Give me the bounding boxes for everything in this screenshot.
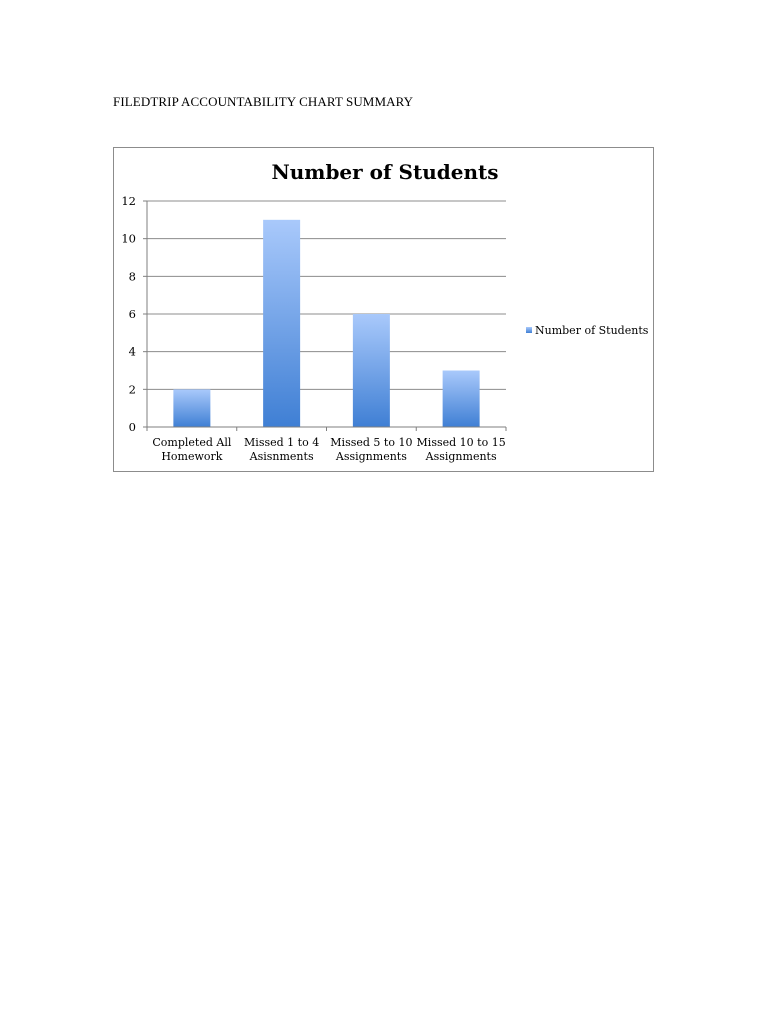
y-tick-label: 10	[121, 231, 136, 246]
x-category-label: Completed All	[152, 436, 232, 449]
chart-title: Number of Students	[271, 160, 499, 184]
bar-1	[173, 389, 210, 427]
bar-4	[443, 371, 480, 428]
y-tick-label: 12	[121, 194, 136, 208]
x-category-label: Assignments	[425, 450, 497, 463]
x-category-label: Missed 1 to 4	[244, 436, 320, 449]
x-category-label: Missed 5 to 10	[330, 436, 413, 449]
x-category-label: Assignments	[335, 450, 407, 463]
chart-canvas	[114, 148, 655, 473]
bar-chart	[113, 147, 654, 472]
y-tick-label: 4	[128, 344, 136, 359]
y-tick-label: 0	[128, 420, 136, 434]
x-axis-category-labels	[152, 436, 505, 463]
y-axis-tick-labels	[121, 194, 136, 434]
bars	[173, 220, 479, 427]
x-category-label: Asisnments	[249, 450, 314, 463]
x-category-label: Homework	[161, 450, 223, 463]
legend-swatch	[526, 327, 532, 333]
bar-2	[263, 220, 300, 427]
document-heading: FILEDTRIP ACCOUNTABILITY CHART SUMMARY	[113, 94, 414, 109]
legend	[526, 324, 649, 337]
x-category-label: Missed 10 to 15	[416, 436, 506, 449]
y-tick-label: 2	[128, 382, 136, 397]
legend-label: Number of Students	[535, 324, 649, 337]
bar-3	[353, 314, 390, 427]
y-tick-label: 6	[128, 307, 136, 321]
y-tick-label: 8	[128, 269, 136, 284]
